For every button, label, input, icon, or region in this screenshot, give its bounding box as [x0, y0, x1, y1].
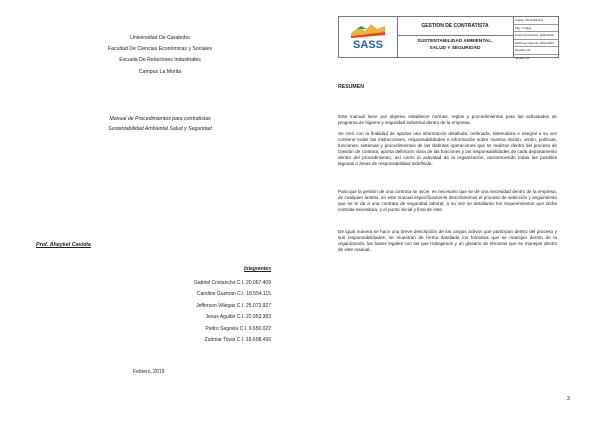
header-subtitle	[397, 36, 513, 52]
header-meta	[514, 17, 558, 60]
meta-code: Código: VE-SASS-014	[514, 17, 558, 25]
meta-version: Versión: 01	[515, 55, 529, 60]
header-title-cell	[397, 17, 514, 57]
summary-paragraph: De igual manera se hace una breve descripción de los cargos activos que participan dentro del proceso y sus responsabilidades, se muestran de forma detallada los formatos que se manejan dentro de la organización, las bases legales con las que trabajamos y un glosario de términos que se manejan dentro de este manual.	[338, 229, 557, 253]
faculty-name: Facultad De Ciencias Económicas y Sociales	[107, 46, 213, 52]
summary-paragraph: Este manual tiene por objetivo establecer normas, reglas y procedimientos para las actividades de programa de higiene y seguridad industrial dentro de la empresa.	[338, 114, 557, 126]
summary-paragraph: Para que la gestión de una contrata se inicie, es necesario que se dé una necesidad dentro de la empresa, de cualquier ámbito, en este manual específicamente describiremos el proceso de selección y seguimiento que se le da a una contrata de seguridad laboral, a su vez se detallaran los requerimientos que dicha contrata necesitara, y el punto inicial y final de este.	[338, 189, 557, 213]
meta-revision: Revisión: 01	[514, 47, 558, 55]
university-name: Universidad De Carabobo	[130, 35, 190, 41]
member-item: Jesus Aguilar C.I. 22.953.383	[205, 314, 271, 321]
header-subtitle-line1: SUSTENTABILIDAD AMBIENTAL,	[417, 39, 493, 44]
document-header	[338, 16, 559, 58]
summary-heading: RESUMEN	[338, 84, 364, 90]
summary-page	[300, 0, 600, 424]
manual-title-line1: Manual de Procedimientos para contratistas	[109, 116, 211, 122]
members-list	[120, 266, 271, 346]
sass-logo	[339, 17, 398, 57]
document-date: Febrero, 2019	[133, 369, 165, 375]
member-item: Caroline Guzman C.I. 18.554.115	[196, 291, 271, 298]
member-item: Pedro Segovia C.I. 9.650.022	[205, 325, 271, 332]
member-item: Jefferson Villegas C.I. 25.073.927	[196, 302, 271, 309]
meta-revision-date: Fecha de Revisión: 22/01/2019	[514, 32, 558, 40]
logo-text: SASS	[353, 39, 383, 51]
page-number: 3	[567, 396, 570, 402]
manual-title-line2: Sustentabilidad Ambiental Salud y Seguridad	[108, 126, 212, 132]
meta-validity-date: Fecha de Vigencia: 22/01/2020	[514, 40, 558, 48]
campus-name: Campus La Morita	[138, 69, 182, 75]
summary-paragraph: Se creó con la finalidad de aportar una información detallada, ordenada, sistemática e integral a su vez contiene todas las instrucciones, responsabilidades e información sobre nuestra misión, visión, políticas, funciones, sistemas y procedimientos de las distintas operaciones que se realizan dentro del proceso de Gestión de contrata, aporta definición clara de las funciones y las responsabilidades de cada departamento dentro del procedimiento, así como la actividad de la organización, esclareciendo todas las posibles lagunas o áreas de responsabilidad indefinida.	[338, 131, 557, 167]
member-item: Zurimar Tovar C.I. 18.608.456	[204, 337, 271, 344]
professor-name: Prof. Aheykel Cavidia	[36, 242, 91, 248]
school-name: Escuela De Relaciones Industriales	[119, 57, 201, 63]
header-title: GESTION DE CONTRATISTA	[397, 17, 513, 36]
header-subtitle-line2: SALUD Y SEGURIDAD	[429, 45, 481, 51]
meta-page: Pág.: 3 Ilgine	[514, 25, 558, 33]
members-title: Integrantes	[244, 266, 271, 272]
member-item: Gabriel Cristancho C.I. 20.067.409	[194, 280, 271, 286]
